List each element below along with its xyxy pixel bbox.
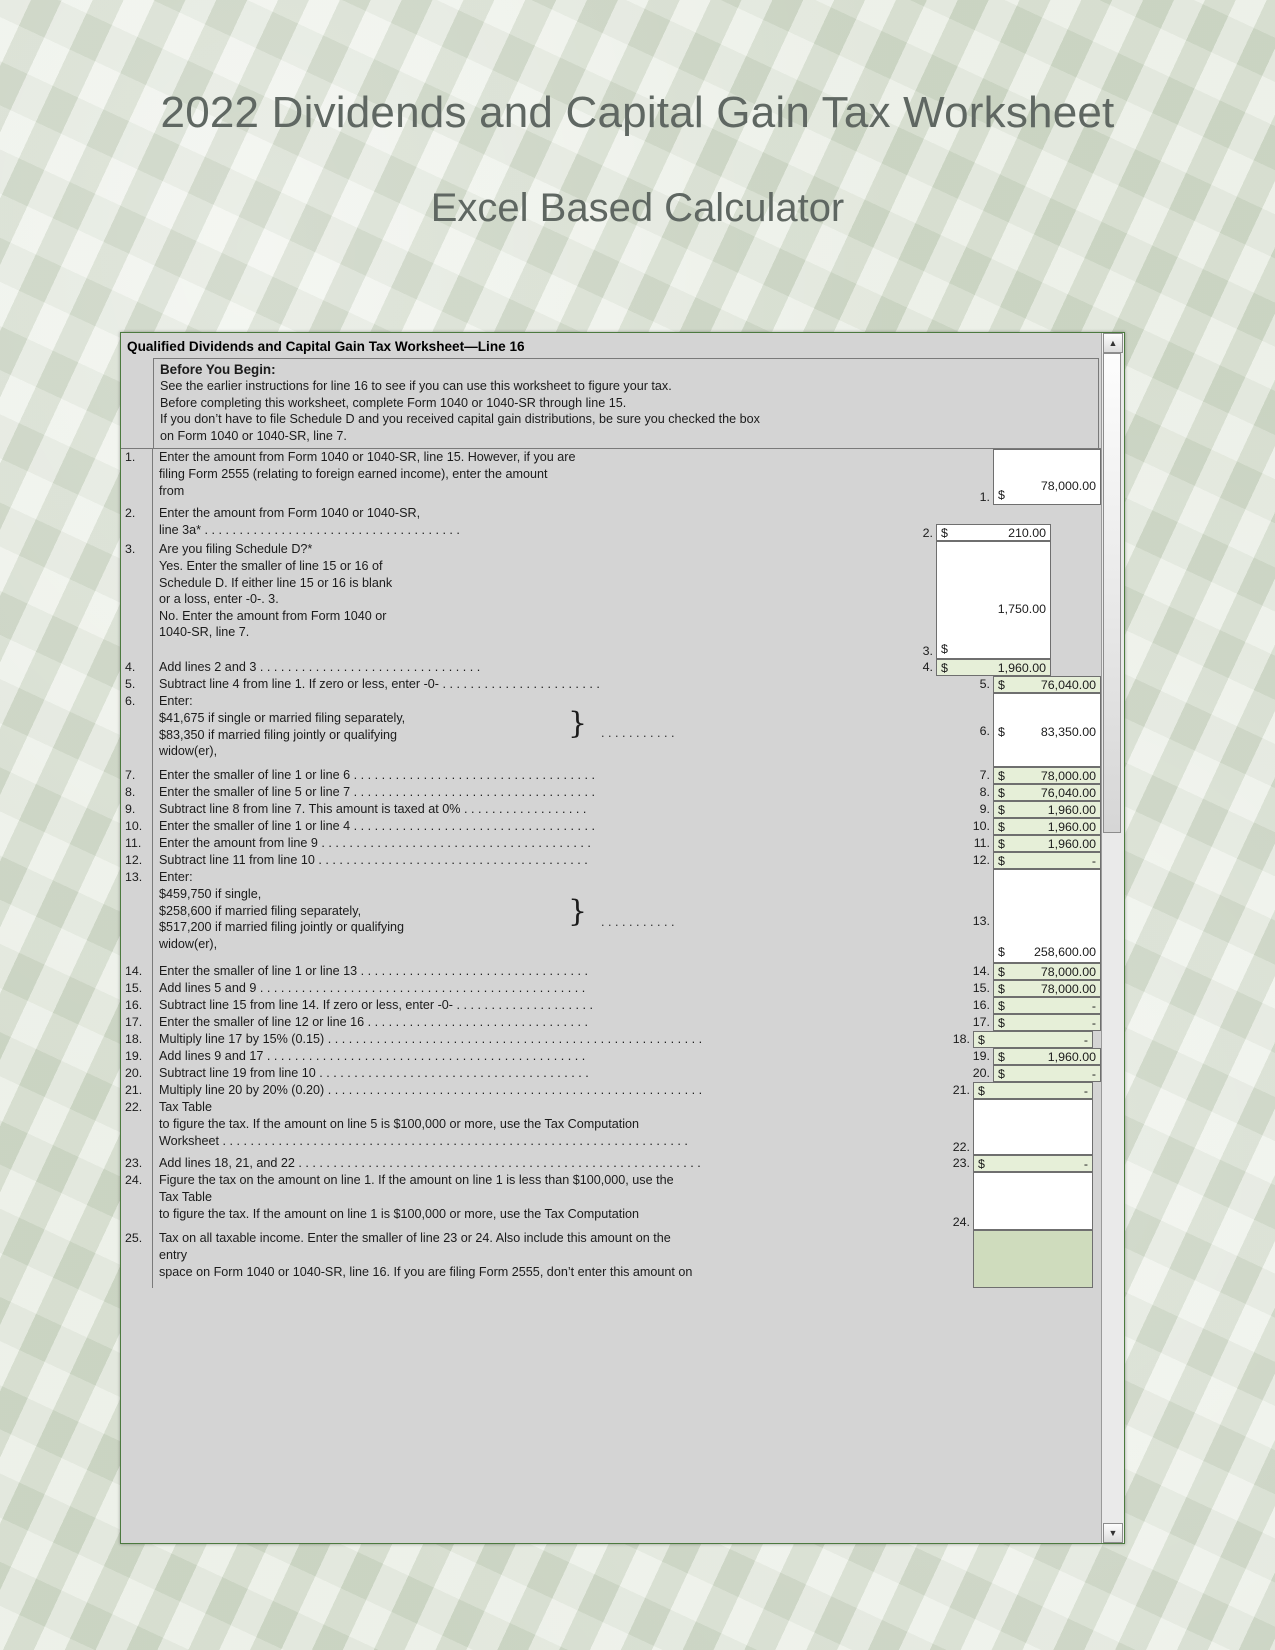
line-value-text: 1,750.00 — [997, 602, 1046, 617]
line-value-text: 78,000.00 — [1040, 769, 1096, 784]
currency-symbol: $ — [998, 820, 1005, 835]
line-ref: 14. — [972, 964, 990, 979]
line-number: 14. — [121, 963, 153, 980]
line-ref: 5. — [979, 677, 990, 692]
line-text-part: or a loss, enter -0-. 3. — [159, 592, 279, 607]
line-value-14[interactable] — [993, 963, 1101, 980]
line-ref: 3. — [922, 644, 933, 659]
line-text — [153, 541, 910, 641]
worksheet-row — [121, 1172, 1101, 1230]
line-ref: 16. — [972, 998, 990, 1013]
worksheet-body — [121, 333, 1101, 1543]
line-value-text: 76,040.00 — [1040, 786, 1096, 801]
before-you-begin-box — [153, 358, 1099, 448]
line-text-part: Figure the tax on the amount on line 1. If the amount on line 1 is less than $100,000, use the — [159, 1173, 674, 1188]
worksheet-row — [121, 1230, 1101, 1288]
line-ref: 24. — [952, 1215, 970, 1230]
worksheet-row — [121, 541, 1101, 659]
line-text: Subtract line 15 from line 14. If zero or less, enter -0- . . . . . . . . . . . . . . . . . . . . — [159, 998, 593, 1013]
line-ref: 23. — [952, 1156, 970, 1171]
line-text-part: Enter: — [159, 694, 193, 709]
line-value-25[interactable] — [973, 1230, 1093, 1288]
line-text-part: $83,350 if married filing jointly or qualifying — [159, 727, 398, 742]
line-text — [153, 693, 967, 759]
line-value-15[interactable] — [993, 980, 1101, 997]
currency-symbol: $ — [998, 965, 1005, 980]
line-number: 18. — [121, 1031, 153, 1048]
currency-symbol: $ — [941, 526, 948, 541]
line-text-part: widow(er), — [159, 936, 218, 951]
currency-symbol: $ — [998, 982, 1005, 997]
line-value-24[interactable] — [973, 1172, 1093, 1230]
line-text: Add lines 9 and 17 . . . . . . . . . . . . . . . . . . . . . . . . . . . . . . . . . . . . . . . . . . . . . . — [159, 1049, 586, 1064]
worksheet-row — [121, 1155, 1101, 1172]
line-ref: 4. — [922, 660, 933, 675]
line-text — [153, 1172, 943, 1222]
line-value-7[interactable] — [993, 767, 1101, 784]
currency-symbol: $ — [998, 725, 1005, 740]
line-text: Enter the amount from line 9 . . . . . . . . . . . . . . . . . . . . . . . . . . . . . . . . . . . . . . . — [159, 836, 591, 851]
line-text-part: $517,200 if married filing jointly or qualifying — [159, 920, 405, 935]
title-line-1: 2022 Dividends and Capital Gain Tax Worksheet — [160, 88, 1115, 137]
before-you-begin-line: If you don’t have to file Schedule D and you received capital gain distributions, be sure you checked the box — [160, 412, 760, 427]
line-text-part: to figure the tax. If the amount on line 1 is $100,000 or more, use the Tax Computation — [159, 1206, 640, 1221]
currency-symbol: $ — [998, 945, 1005, 960]
line-ref: 9. — [979, 802, 990, 817]
line-number: 11. — [121, 835, 153, 852]
line-text-part: No. Enter the amount from Form 1040 or — [159, 608, 387, 623]
worksheet-row — [121, 1099, 1101, 1155]
line-ref: 20. — [972, 1066, 990, 1081]
currency-symbol: $ — [998, 1050, 1005, 1065]
scrollbar-track[interactable] — [1102, 353, 1124, 1523]
line-ref: 6. — [979, 724, 990, 739]
currency-symbol: $ — [941, 661, 948, 676]
line-number: 12. — [121, 852, 153, 869]
line-value-text: - — [1083, 1084, 1088, 1099]
line-text: Subtract line 19 from line 10 . . . . . . . . . . . . . . . . . . . . . . . . . . . . . . . . . . . . . . . — [159, 1066, 589, 1081]
line-value-text: 78,000.00 — [1040, 982, 1096, 997]
line-value-text: 78,000.00 — [1040, 965, 1096, 980]
line-text-part: Schedule D. If either line 15 or 16 is blank — [159, 575, 393, 590]
line-number: 24. — [121, 1172, 153, 1230]
line-value-text: 210.00 — [1008, 526, 1046, 541]
currency-symbol: $ — [941, 642, 948, 657]
worksheet-row — [121, 505, 1101, 541]
line-value-11[interactable] — [993, 835, 1101, 852]
worksheet-row — [121, 997, 1101, 1014]
line-text-part: Tax Table — [159, 1190, 212, 1205]
line-ref: 21. — [952, 1083, 970, 1098]
line-value-text: - — [1083, 1157, 1088, 1172]
line-text-part: space on Form 1040 or 1040-SR, line 16. If you are filing Form 2555, don’t enter this amount on — [159, 1264, 693, 1279]
line-value-13[interactable] — [993, 869, 1101, 963]
line-text: Add lines 2 and 3 . . . . . . . . . . . . . . . . . . . . . . . . . . . . . . . . — [159, 660, 481, 675]
title-line-2: Excel Based Calculator — [430, 186, 845, 230]
line-value-16[interactable] — [993, 997, 1101, 1014]
line-text-part: Enter the amount from Form 1040 or 1040-SR, line 15. However, if you are — [159, 450, 576, 465]
line-value-text: 1,960.00 — [1047, 837, 1096, 852]
line-value-22[interactable] — [973, 1099, 1093, 1155]
line-text — [153, 505, 910, 538]
worksheet-row — [121, 801, 1101, 818]
line-value-text: - — [1083, 1033, 1088, 1048]
line-number: 4. — [121, 659, 153, 676]
line-text — [153, 1230, 943, 1280]
leader-dots: . . . . . . . . . . . — [601, 726, 675, 741]
line-value-text: 83,350.00 — [1040, 725, 1096, 740]
line-ref: 12. — [972, 853, 990, 868]
line-ref: 18. — [952, 1032, 970, 1047]
currency-symbol: $ — [998, 854, 1005, 869]
worksheet-row — [121, 869, 1101, 963]
worksheet-row — [121, 980, 1101, 997]
worksheet-row — [121, 693, 1101, 767]
line-ref: 7. — [979, 768, 990, 783]
line-text-part: Enter: — [159, 870, 193, 885]
line-text: Enter the smaller of line 1 or line 4 . . . . . . . . . . . . . . . . . . . . . . . . . . . . . . . . . . . — [159, 819, 596, 834]
line-value-text: - — [1091, 1016, 1096, 1031]
scrollbar-thumb[interactable] — [1103, 353, 1121, 833]
line-ref: 10. — [972, 819, 990, 834]
line-text-part: widow(er), — [159, 744, 218, 759]
line-ref: 11. — [973, 836, 990, 851]
line-number: 15. — [121, 980, 153, 997]
line-number: 3. — [121, 541, 153, 659]
line-value-21[interactable] — [973, 1082, 1093, 1099]
line-value-text: 1,960.00 — [1047, 1050, 1096, 1065]
line-text: Enter the smaller of line 1 or line 6 . . . . . . . . . . . . . . . . . . . . . . . . . . . . . . . . . . . — [159, 768, 596, 783]
worksheet-row — [121, 818, 1101, 835]
line-number: 19. — [121, 1048, 153, 1065]
line-text: Enter the smaller of line 5 or line 7 . . . . . . . . . . . . . . . . . . . . . . . . . . . . . . . . . . . — [159, 785, 596, 800]
worksheet-row — [121, 1014, 1101, 1031]
line-text-part: $258,600 if married filing separately, — [159, 903, 362, 918]
worksheet-lines — [121, 448, 1101, 1288]
line-value-8[interactable] — [993, 784, 1101, 801]
scroll-up-icon[interactable]: ▲ — [1103, 333, 1123, 353]
line-ref: 15. — [972, 981, 990, 996]
line-text: Subtract line 4 from line 1. If zero or less, enter -0- . . . . . . . . . . . . . . . . . . . . . . . — [159, 677, 600, 692]
currency-symbol: $ — [978, 1084, 985, 1099]
line-number: 20. — [121, 1065, 153, 1082]
line-value-17[interactable] — [993, 1014, 1101, 1031]
line-text-part: line 3a* . . . . . . . . . . . . . . . . . . . . . . . . . . . . . . . . . . . . . — [159, 523, 460, 538]
page-title — [0, 0, 1275, 231]
line-value-text: 76,040.00 — [1040, 678, 1096, 693]
line-value-4[interactable] — [936, 659, 1051, 676]
currency-symbol: $ — [998, 837, 1005, 852]
worksheet-heading: Qualified Dividends and Capital Gain Tax Worksheet—Line 16 — [127, 339, 525, 354]
worksheet-row — [121, 835, 1101, 852]
line-text-part: entry — [159, 1248, 187, 1263]
currency-symbol: $ — [998, 803, 1005, 818]
line-ref: 17. — [972, 1015, 990, 1030]
line-text: Add lines 18, 21, and 22 . . . . . . . . . . . . . . . . . . . . . . . . . . . . . . . . . . . . . . . . . . . . . . . . . . . . . . . . . . — [159, 1156, 701, 1171]
line-text-part: Yes. Enter the smaller of line 15 or 16 of — [159, 559, 383, 574]
line-value-text: 1,960.00 — [997, 661, 1046, 676]
worksheet-row — [121, 676, 1101, 693]
line-value-text: - — [1091, 1067, 1096, 1082]
worksheet-window — [120, 332, 1125, 1544]
line-value-3[interactable] — [936, 541, 1051, 659]
worksheet-row — [121, 1048, 1101, 1065]
worksheet-row — [121, 784, 1101, 801]
line-ref: 8. — [979, 785, 990, 800]
line-text: Add lines 5 and 9 . . . . . . . . . . . . . . . . . . . . . . . . . . . . . . . . . . . . . . . . . . . . . . . — [159, 981, 586, 996]
worksheet-row — [121, 767, 1101, 784]
line-text-part: Tax on all taxable income. Enter the smaller of line 23 or 24. Also include this amount on the — [159, 1231, 671, 1246]
currency-symbol: $ — [998, 786, 1005, 801]
line-value-text: 78,000.00 — [1040, 479, 1096, 494]
worksheet-row — [121, 449, 1101, 505]
line-value-12[interactable] — [993, 852, 1101, 869]
line-number: 8. — [121, 784, 153, 801]
currency-symbol: $ — [998, 769, 1005, 784]
line-text: Subtract line 11 from line 10 . . . . . . . . . . . . . . . . . . . . . . . . . . . . . . . . . . . . . . . — [159, 853, 588, 868]
line-value-text: 258,600.00 — [1033, 945, 1096, 960]
worksheet-row — [121, 963, 1101, 980]
currency-symbol: $ — [978, 1033, 985, 1048]
line-ref: 13. — [972, 914, 990, 929]
worksheet-row — [121, 659, 1101, 676]
line-number: 10. — [121, 818, 153, 835]
line-text: Enter the smaller of line 12 or line 16 . . . . . . . . . . . . . . . . . . . . . . . . . . . . . . . . — [159, 1015, 589, 1030]
line-text-part: Tax Table — [159, 1100, 212, 1115]
line-value-18[interactable] — [973, 1031, 1093, 1048]
before-you-begin-line: on Form 1040 or 1040-SR, line 7. — [160, 428, 347, 443]
line-value-text: 1,960.00 — [1047, 820, 1096, 835]
line-number: 6. — [121, 693, 153, 767]
line-number: 7. — [121, 767, 153, 784]
line-ref: 1. — [979, 490, 990, 505]
currency-symbol: $ — [998, 999, 1005, 1014]
line-number: 5. — [121, 676, 153, 693]
line-text-part: 1040-SR, line 7. — [159, 625, 250, 640]
line-value-text: - — [1091, 854, 1096, 869]
line-number: 25. — [121, 1230, 153, 1288]
line-number: 1. — [121, 449, 153, 505]
currency-symbol: $ — [998, 488, 1005, 503]
line-value-10[interactable] — [993, 818, 1101, 835]
line-number: 21. — [121, 1082, 153, 1099]
line-value-text: 1,960.00 — [1047, 803, 1096, 818]
line-number: 23. — [121, 1155, 153, 1172]
scroll-down-icon[interactable]: ▼ — [1103, 1523, 1123, 1543]
worksheet-row — [121, 852, 1101, 869]
line-text: Multiply line 17 by 15% (0.15) . . . . . . . . . . . . . . . . . . . . . . . . . . . . . . . . . . . . . . . . . . . . . . . . . . . . . . — [159, 1032, 703, 1047]
line-value-text: - — [1091, 999, 1096, 1014]
before-you-begin-line: See the earlier instructions for line 16 to see if you can use this worksheet to figure your tax. — [160, 379, 672, 393]
currency-symbol: $ — [998, 1016, 1005, 1031]
line-text — [153, 869, 967, 952]
line-text: Enter the smaller of line 1 or line 13 . . . . . . . . . . . . . . . . . . . . . . . . . . . . . . . . . — [159, 964, 589, 979]
currency-symbol: $ — [978, 1157, 985, 1172]
line-text — [153, 449, 967, 499]
line-value-5[interactable] — [993, 676, 1101, 693]
brace-icon: } — [568, 894, 588, 930]
line-value-1[interactable] — [993, 449, 1101, 505]
line-number: 9. — [121, 801, 153, 818]
line-text-part: from — [159, 483, 185, 498]
line-text-part: to figure the tax. If the amount on line 5 is $100,000 or more, use the Tax Computation — [159, 1117, 640, 1132]
vertical-scrollbar[interactable] — [1101, 333, 1124, 1543]
line-text-part: Are you filing Schedule D?* — [159, 542, 313, 557]
worksheet-row — [121, 1065, 1101, 1082]
line-number: 17. — [121, 1014, 153, 1031]
line-value-6[interactable] — [993, 693, 1101, 767]
before-you-begin-heading: Before You Begin: — [160, 362, 276, 377]
line-value-23[interactable] — [973, 1155, 1093, 1172]
leader-dots: . . . . . . . . . . . — [601, 915, 675, 930]
line-text-part: $41,675 if single or married filing separately, — [159, 711, 406, 726]
line-value-20[interactable] — [993, 1065, 1101, 1082]
line-number: 13. — [121, 869, 153, 963]
currency-symbol: $ — [998, 678, 1005, 693]
line-text: Subtract line 8 from line 7. This amount is taxed at 0% . . . . . . . . . . . . . . . . . . — [159, 802, 587, 817]
line-text — [153, 1099, 943, 1149]
line-value-19[interactable] — [993, 1048, 1101, 1065]
line-text-part: $459,750 if single, — [159, 887, 262, 902]
line-number: 22. — [121, 1099, 153, 1155]
line-value-2[interactable] — [936, 524, 1051, 541]
brace-icon: } — [568, 706, 588, 742]
line-number: 2. — [121, 505, 153, 541]
line-ref: 22. — [952, 1140, 970, 1155]
line-number: 16. — [121, 997, 153, 1014]
line-text: Multiply line 20 by 20% (0.20) . . . . . . . . . . . . . . . . . . . . . . . . . . . . . . . . . . . . . . . . . . . . . . . . . . . . . . — [159, 1083, 703, 1098]
line-ref: 2. — [922, 526, 933, 541]
before-you-begin-line: Before completing this worksheet, complete Form 1040 or 1040-SR through line 15. — [160, 395, 627, 410]
line-text-part: Worksheet . . . . . . . . . . . . . . . . . . . . . . . . . . . . . . . . . . . . . . . . . . . . . . . . . . . . . . . . . . . . . . . . . . . — [159, 1133, 688, 1148]
line-text-part: filing Form 2555 (relating to foreign earned income), enter the amount — [159, 467, 548, 482]
currency-symbol: $ — [998, 1067, 1005, 1082]
line-value-9[interactable] — [993, 801, 1101, 818]
line-text-part: Enter the amount from Form 1040 or 1040-SR, — [159, 506, 421, 521]
worksheet-row — [121, 1082, 1101, 1099]
worksheet-row — [121, 1031, 1101, 1048]
line-ref: 19. — [972, 1049, 990, 1064]
